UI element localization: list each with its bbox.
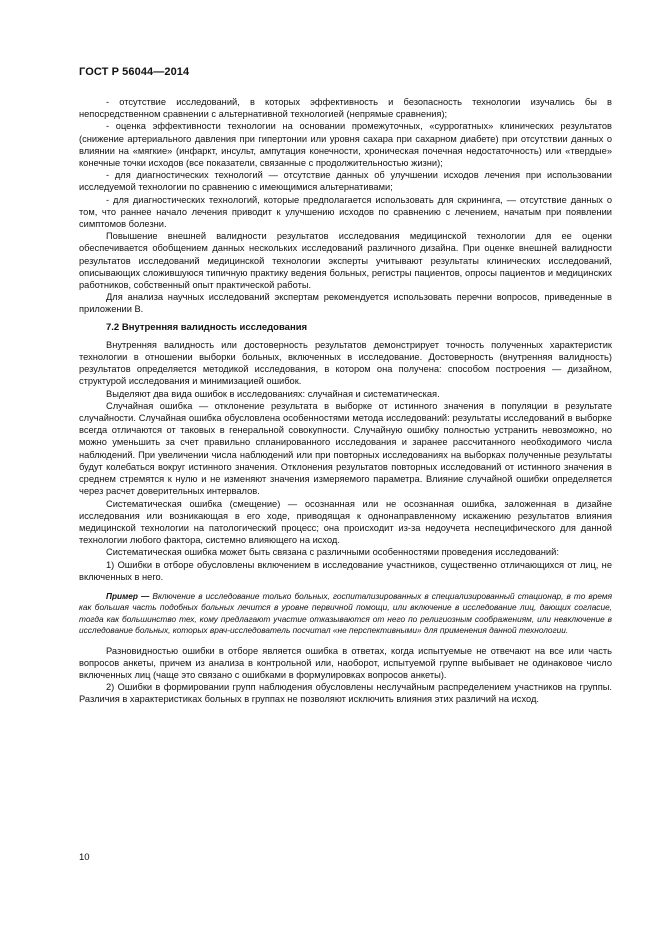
example-note [79, 591, 612, 637]
list-item: - оценка эффективности технологии на основании промежуточных, «суррогатных» клинических результатов (снижение артериального давления при гипертонии или уровня сахара при сахарном диабете) при отсутствии данных о влиянии на «мягкие» (инфаркт, инсульт, ампутация конечности, хроническая почечная недостаточность) или «твердые» конечные точки исходов (все показатели, связанные с продолжительностью жизни); [79, 121, 612, 169]
paragraph: Для анализа научных исследований экспертам рекомендуется использовать перечни вопросов, приведенные в приложении В. [79, 292, 612, 315]
section-heading: 7.2 Внутренняя валидность исследования [106, 321, 308, 333]
standard-header: ГОСТ Р 56044—2014 [79, 66, 190, 78]
list-item: - отсутствие исследований, в которых эффективность и безопасность технологии изучались бы в непосредственном сравнении с альтернативной технологией (непрямые сравнения); [79, 97, 612, 120]
numbered-item: 1) Ошибки в отборе обусловлены включением в исследование участников, существенно отличающихся от лиц, не включенных в него. [79, 559, 612, 582]
paragraph: Повышение внешней валидности результатов исследования медицинской технологии для ее оценки обеспечивается обобщением данных нескольких исследований различного дизайна. При оценке внешней валидности результатов исследований медицинской технологии эксперты учитывают результаты клинических исследований, описывающих сложившуюся типичную практику ведения больных, регистры пациентов, опросы пациентов и медицинских работников, собственный опыт практической работы. [79, 231, 612, 291]
page-number: 10 [79, 852, 90, 863]
numbered-item: 2) Ошибки в формировании групп наблюдения обусловлены неслучайным распределением участников на группы. Различия в характеристиках больных в группах не позволяют исключить влияния этих различий на исход. [79, 682, 612, 705]
paragraph: Случайная ошибка — отклонение результата в выборке от истинного значения в популяции в результате случайности. Случайная ошибка обусловлена особенностями метода исследований: результаты исследований в выборке всегда отличаются от таковых в генеральной совокупности. Случайную ошибку полностью устранить невозможно, но можно уменьшить за счет правильно спланированного исследования и заранее рассчитанного необходимого числа наблюдений. При увеличении числа наблюдений или при повторных исследованиях на выборках полученные результаты будут колебаться вокруг истинного значения. Отклонения результатов повторных исследований от истинного значения в среднем стремятся к нулю и не изменяют значения измеряемого параметра. Влияние случайной ошибки определяется через расчет доверительных интервалов. [79, 400, 612, 497]
list-item: - для диагностических технологий — отсутствие данных об улучшении исходов лечения при использовании исследуемой технологии по сравнению с имеющимися альтернативами; [79, 170, 612, 193]
paragraph: Систематическая ошибка может быть связана с различными особенностями проведения исследований: [106, 547, 559, 558]
paragraph: Выделяют два вида ошибок в исследованиях: случайная и систематическая. [106, 388, 440, 399]
example-text: Включение в исследование только больных, госпитализированных в специализированный стационар, в то время как большая часть подобных больных лечится в уровне первичной помощи, или включение в исследование лиц, дающих согласие, тогда как большинство тех, кому предлагают участие отказываются от него по религиозным соображениям, или невключение в исследование больных, которых врач-исследователь посчитал «не перспективными» для применения данной технологии. [79, 590, 612, 636]
paragraph: Внутренняя валидность или достоверность результатов демонстрирует точность полученных характеристик технологии в отношении выборки больных, включенных в исследование. Достоверность (внутренняя валидность) результатов определяется методикой исследования, в котором она получена: способом построения — дизайном, структурой исследования и минимизацией ошибок. [79, 339, 612, 387]
paragraph: Разновидностью ошибки в отборе является ошибка в ответах, когда испытуемые не отвечают на все или часть вопросов анкеты, причем из анализа в контрольной или, наоборот, испытуемой группе выбывает не одинаковое число включенных лиц (чаще это связано с ошибками в формулировках вопросов анкеты). [79, 645, 612, 680]
document-body [79, 96, 612, 706]
paragraph: Систематическая ошибка (смещение) — осознанная или не осознанная ошибка, заложенная в дизайне исследования или возникающая в его ходе, приводящая к однонаправленному искажению результатов влияния медицинской технологии на патологический процесс; она происходит из-за недоучета неспецифического для данной технологии любого фактора, системно влияющего на исход. [79, 498, 612, 546]
example-label: Пример — [106, 590, 150, 601]
list-item: - для диагностических технологий, которые предполагается использовать для скрининга, — отсутствие данных о том, что раннее начало лечения приводит к улучшению исходов по сравнению с лечением, начатым при появлении симптомов болезни. [79, 194, 612, 230]
